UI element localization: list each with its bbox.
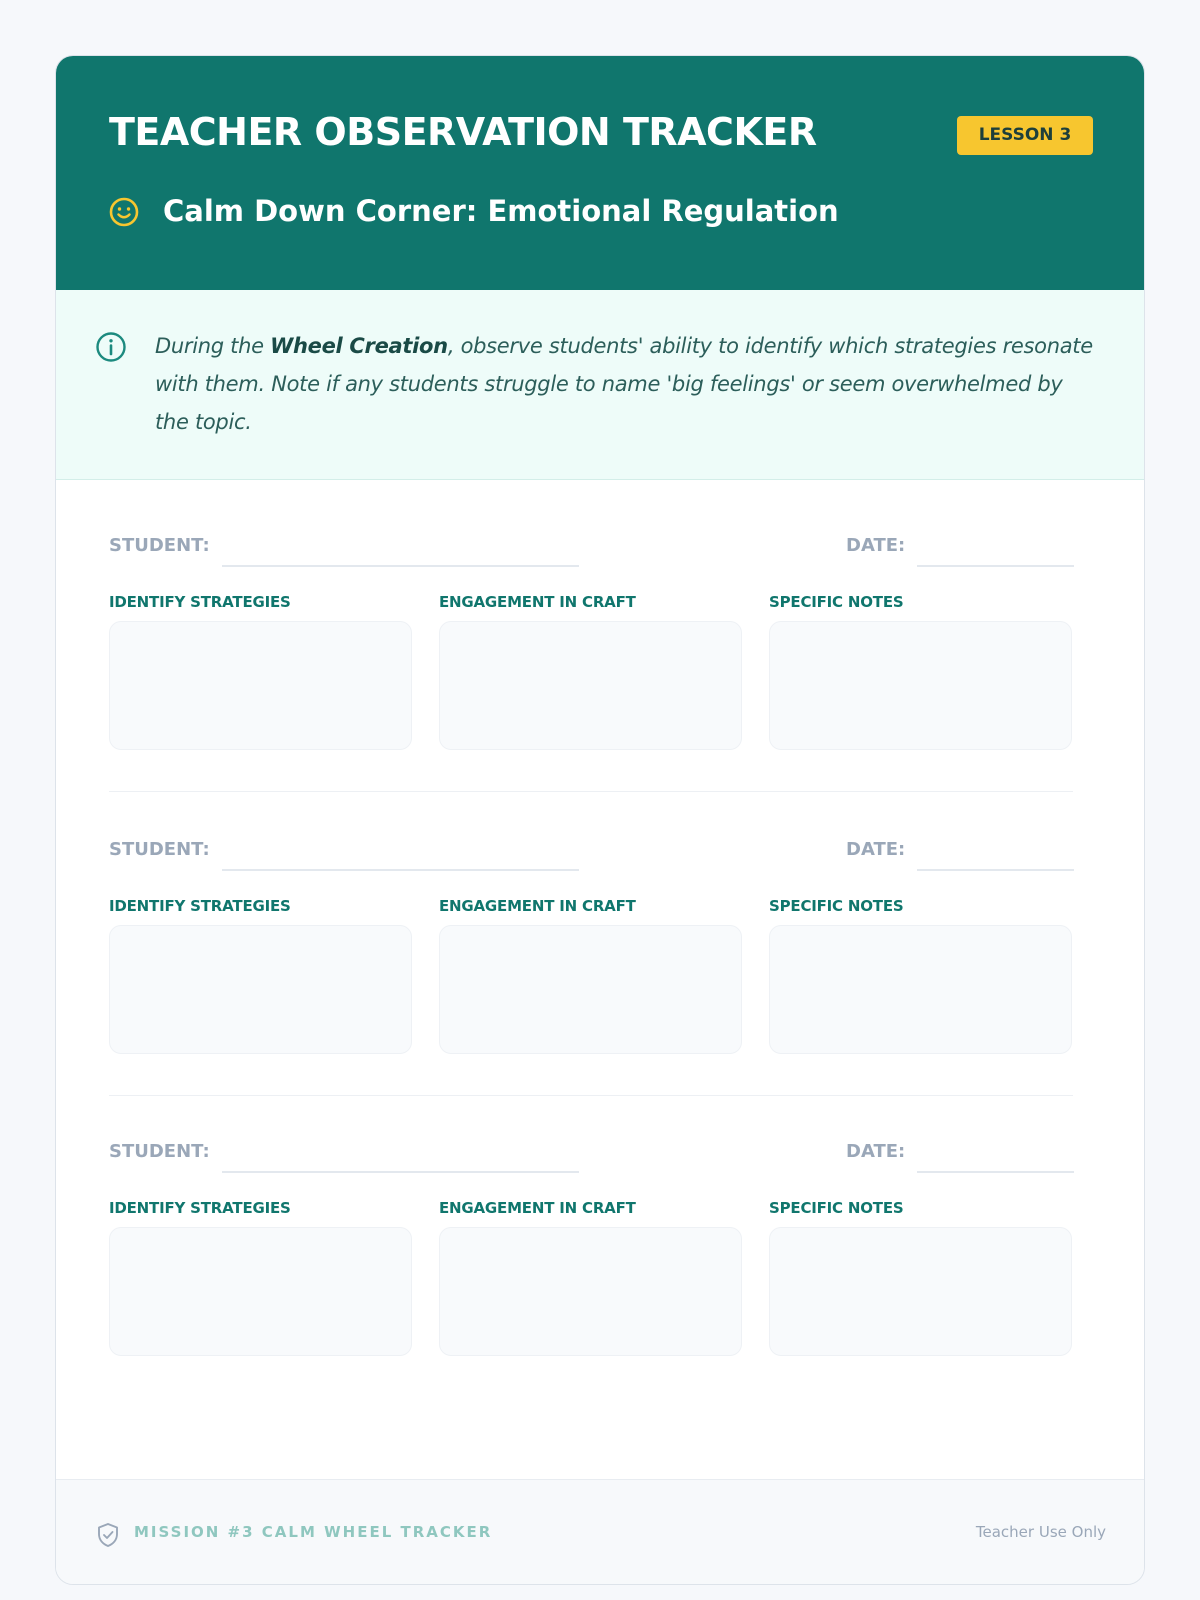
instructions-activity-name: Wheel Creation — [270, 334, 448, 358]
date-field[interactable] — [917, 869, 1074, 871]
date-label: DATE: — [846, 839, 906, 860]
lesson-subtitle: Calm Down Corner: Emotional Regulation — [163, 194, 839, 228]
instructions-text — [155, 327, 1100, 441]
engagement-note-box[interactable] — [439, 1227, 742, 1356]
strategies-note-box[interactable] — [109, 621, 412, 750]
column-label-notes: SPECIFIC NOTES — [769, 593, 904, 611]
student-label: STUDENT: — [109, 1141, 210, 1162]
instructions-text-end: , observe students' ability to identify which strategies resonate with them. Note if any students struggle to name 'big feelings' or seem overwhelmed by the topic. — [155, 334, 1093, 434]
instructions-panel — [56, 290, 1145, 480]
strategies-note-box[interactable] — [109, 1227, 412, 1356]
header-banner — [56, 56, 1145, 290]
engagement-note-box[interactable] — [439, 621, 742, 750]
strategies-note-box[interactable] — [109, 925, 412, 1054]
student-name-field[interactable] — [222, 565, 579, 567]
column-label-strategies: IDENTIFY STRATEGIES — [109, 1199, 291, 1217]
specific-notes-box[interactable] — [769, 1227, 1072, 1356]
observation-card — [55, 55, 1145, 1585]
column-label-engagement: ENGAGEMENT IN CRAFT — [439, 897, 636, 915]
info-icon — [95, 331, 127, 363]
column-label-notes: SPECIFIC NOTES — [769, 1199, 904, 1217]
specific-notes-box[interactable] — [769, 621, 1072, 750]
date-label: DATE: — [846, 1141, 906, 1162]
student-name-field[interactable] — [222, 869, 579, 871]
engagement-note-box[interactable] — [439, 925, 742, 1054]
column-label-notes: SPECIFIC NOTES — [769, 897, 904, 915]
footer — [56, 1479, 1145, 1585]
student-label: STUDENT: — [109, 535, 210, 556]
instructions-text-start: During the — [155, 334, 271, 358]
column-label-strategies: IDENTIFY STRATEGIES — [109, 897, 291, 915]
page-title: TEACHER OBSERVATION TRACKER — [109, 110, 817, 154]
date-field[interactable] — [917, 1171, 1074, 1173]
section-divider — [109, 791, 1073, 792]
specific-notes-box[interactable] — [769, 925, 1072, 1054]
smile-icon — [108, 196, 140, 228]
footer-mission-label: MISSION #3 CALM WHEEL TRACKER — [134, 1523, 493, 1541]
shield-icon — [95, 1522, 121, 1548]
column-label-engagement: ENGAGEMENT IN CRAFT — [439, 593, 636, 611]
column-label-engagement: ENGAGEMENT IN CRAFT — [439, 1199, 636, 1217]
date-field[interactable] — [917, 565, 1074, 567]
lesson-badge: LESSON 3 — [957, 116, 1093, 155]
footer-note: Teacher Use Only — [975, 1523, 1106, 1541]
section-divider — [109, 1095, 1073, 1096]
date-label: DATE: — [846, 535, 906, 556]
column-label-strategies: IDENTIFY STRATEGIES — [109, 593, 291, 611]
student-name-field[interactable] — [222, 1171, 579, 1173]
student-label: STUDENT: — [109, 839, 210, 860]
